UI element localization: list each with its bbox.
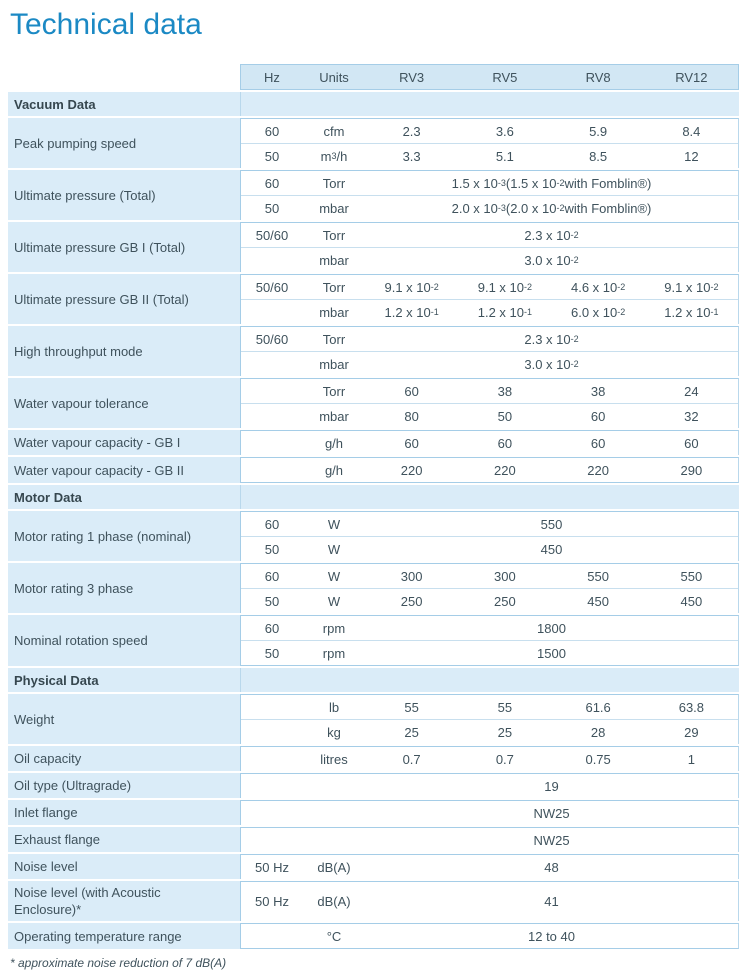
hz-cell: 50	[264, 645, 280, 661]
units-cell: Torr	[322, 331, 346, 347]
data-row	[241, 512, 738, 536]
value-cell: 25	[404, 724, 419, 740]
value-cell: 24	[684, 383, 699, 399]
row-group-data	[240, 746, 739, 771]
hz-cell: 50	[264, 593, 280, 609]
value-cell: 60	[590, 435, 606, 451]
row-group	[8, 326, 739, 376]
row-group	[8, 457, 739, 483]
column-header-cell: RV5	[492, 69, 518, 85]
data-row	[241, 882, 738, 921]
value-cell: 220	[494, 462, 516, 478]
value-cell: 38	[497, 383, 513, 399]
value-cell: 29	[684, 724, 699, 740]
row-group-label: Oil capacity	[8, 746, 240, 771]
value-cell: 220	[587, 462, 609, 478]
data-row	[241, 855, 738, 879]
row-group-label: Noise level	[8, 854, 240, 879]
data-row	[241, 774, 738, 798]
span-value-cell: 1.5 x 10 -3 (1.5 x 10 -2 with Fomblin®)	[451, 175, 652, 191]
row-group	[8, 827, 739, 852]
value-cell: 290	[680, 462, 703, 478]
hz-cell: 50	[264, 200, 280, 216]
data-row	[241, 458, 738, 482]
row-group	[8, 511, 739, 561]
value-cell: 9.1 x 10 -2	[384, 279, 439, 295]
column-header-cell: RV12	[675, 69, 708, 85]
units-cell: mbar	[319, 408, 349, 424]
value-cell: 60	[590, 408, 606, 424]
units-cell: mbar	[319, 304, 349, 320]
value-cell: 3.3	[402, 148, 421, 164]
row-group-label: Inlet flange	[8, 800, 240, 825]
row-group	[8, 854, 739, 879]
row-group	[8, 118, 739, 168]
units-cell: mbar	[319, 356, 349, 372]
row-group-data	[240, 800, 739, 825]
row-group-data	[240, 563, 739, 613]
value-cell: 250	[400, 593, 423, 609]
row-group-label: Motor rating 3 phase	[8, 563, 240, 613]
row-group-label: Oil type (Ultragrade)	[8, 773, 240, 798]
units-cell: °C	[326, 928, 342, 944]
value-cell: 25	[497, 724, 513, 740]
row-group-label: Exhaust flange	[8, 827, 240, 852]
data-row	[241, 379, 738, 403]
value-cell: 1.2 x 10 -1	[664, 304, 719, 320]
data-row	[241, 275, 738, 299]
row-group-label: Operating temperature range	[8, 923, 240, 949]
value-cell: 250	[494, 593, 516, 609]
units-cell: lb	[328, 699, 340, 715]
span-value-cell: 48	[544, 859, 559, 875]
span-value-cell: 550	[540, 516, 563, 532]
column-header-cell: RV8	[585, 69, 611, 85]
column-header-cell: Units	[319, 69, 349, 85]
row-group-label: Water vapour tolerance	[8, 378, 240, 428]
span-value-cell: 2.3 x 10 -2	[524, 227, 579, 243]
row-group-label: High throughput mode	[8, 326, 240, 376]
data-row	[241, 223, 738, 247]
hz-cell: 60	[264, 568, 280, 584]
units-cell: W	[327, 541, 341, 557]
data-row	[241, 719, 738, 744]
data-row	[241, 588, 738, 613]
value-cell: 60	[684, 435, 699, 451]
row-group-data	[240, 615, 739, 666]
hz-cell: 50/60	[255, 227, 289, 243]
value-cell: 60	[497, 435, 513, 451]
row-group	[8, 222, 739, 272]
data-row	[241, 119, 738, 143]
value-cell: 38	[590, 383, 606, 399]
row-group-data	[240, 854, 739, 879]
value-cell: 550	[587, 568, 609, 584]
data-row	[241, 747, 738, 771]
data-row	[241, 640, 738, 665]
span-value-cell: NW25	[533, 805, 570, 821]
hz-cell: 50	[264, 541, 280, 557]
value-cell: 1.2 x 10 -1	[384, 304, 439, 320]
column-header-band	[240, 64, 739, 90]
value-cell: 300	[494, 568, 516, 584]
data-row	[241, 143, 738, 168]
row-group-label: Noise level (with Acoustic Enclosure)*	[8, 881, 240, 921]
units-cell: rpm	[322, 620, 346, 636]
row-group-data	[240, 170, 739, 220]
value-cell: 63.8	[678, 699, 705, 715]
row-group-label: Ultimate pressure GB II (Total)	[8, 274, 240, 324]
row-group-data	[240, 827, 739, 852]
value-cell: 0.7	[495, 751, 514, 767]
data-row	[241, 801, 738, 825]
section-header-fill	[240, 668, 739, 692]
data-row	[241, 247, 738, 272]
hz-cell: 50 Hz	[255, 894, 289, 909]
data-row	[241, 299, 738, 324]
section-header-fill	[240, 92, 739, 116]
row-group-data	[240, 430, 739, 455]
span-value-cell: 3.0 x 10 -2	[524, 252, 579, 268]
row-group	[8, 881, 739, 921]
data-row	[241, 695, 738, 719]
span-value-cell: 2.3 x 10 -2	[524, 331, 579, 347]
value-cell: 550	[680, 568, 703, 584]
section-header-title: Physical Data	[14, 672, 99, 688]
units-cell: Torr	[322, 175, 346, 191]
hz-cell: 60	[264, 516, 280, 532]
row-group-label: Ultimate pressure (Total)	[8, 170, 240, 220]
row-group-label: Motor rating 1 phase (nominal)	[8, 511, 240, 561]
data-row	[241, 924, 738, 948]
value-cell: 55	[404, 699, 419, 715]
row-group-label: Water vapour capacity - GB II	[8, 457, 240, 483]
row-group-data	[240, 511, 739, 561]
units-cell: m 3 /h	[320, 148, 348, 164]
section-header	[8, 92, 739, 116]
section-header	[8, 485, 739, 509]
units-cell: rpm	[322, 645, 346, 661]
value-cell: 220	[400, 462, 423, 478]
value-cell: 9.1 x 10 -2	[477, 279, 533, 295]
row-group	[8, 170, 739, 220]
span-value-cell: 19	[544, 778, 559, 794]
units-cell: W	[327, 593, 341, 609]
row-group	[8, 800, 739, 825]
span-value-cell: 1500	[537, 645, 566, 661]
row-group-data	[240, 326, 739, 376]
row-group-data	[240, 378, 739, 428]
row-group-data	[240, 694, 739, 744]
data-row	[241, 536, 738, 561]
value-cell: 300	[400, 568, 423, 584]
span-value-cell: 12 to 40	[528, 928, 575, 944]
hz-cell: 50/60	[255, 331, 289, 347]
section-header	[8, 668, 739, 692]
value-cell: 5.9	[589, 123, 608, 139]
row-group-label: Ultimate pressure GB I (Total)	[8, 222, 240, 272]
span-value-cell: NW25	[533, 832, 570, 848]
value-cell: 8.5	[589, 148, 608, 164]
units-cell: Torr	[322, 279, 346, 295]
data-row	[241, 171, 738, 195]
column-header-spacer	[8, 64, 240, 90]
data-row	[241, 327, 738, 351]
row-group	[8, 430, 739, 455]
row-group-data	[240, 923, 739, 949]
value-cell: 5.1	[495, 148, 514, 164]
data-row	[241, 616, 738, 640]
data-row	[241, 564, 738, 588]
units-cell: Torr	[322, 383, 346, 399]
value-cell: 3.6	[495, 123, 514, 139]
hz-cell: 50	[264, 148, 280, 164]
hz-cell: 50/60	[255, 279, 289, 295]
units-cell: mbar	[319, 252, 349, 268]
row-group-data	[240, 457, 739, 483]
units-cell: W	[327, 516, 341, 532]
row-group-data	[240, 274, 739, 324]
value-cell: 12	[684, 148, 699, 164]
data-row	[241, 431, 738, 455]
units-cell: g/h	[324, 462, 344, 478]
units-cell: g/h	[324, 435, 344, 451]
units-cell: cfm	[323, 123, 345, 139]
value-cell: 80	[404, 408, 419, 424]
hz-cell: 50 Hz	[255, 859, 289, 875]
value-cell: 60	[404, 383, 419, 399]
section-header-title: Motor Data	[14, 489, 82, 505]
span-value-cell: 41	[544, 894, 559, 909]
hz-cell: 60	[264, 175, 280, 191]
row-group-data	[240, 881, 739, 921]
units-cell: litres	[320, 751, 348, 767]
technical-data-table	[8, 64, 739, 949]
row-group	[8, 746, 739, 771]
value-cell: 1.2 x 10 -1	[477, 304, 533, 320]
section-header-title: Vacuum Data	[14, 96, 96, 112]
value-cell: 0.75	[585, 751, 611, 767]
value-cell: 28	[590, 724, 606, 740]
hz-cell: 60	[264, 620, 280, 636]
page-title: Technical data	[10, 8, 202, 41]
units-cell: kg	[327, 724, 341, 740]
row-group	[8, 694, 739, 744]
value-cell: 0.7	[402, 751, 421, 767]
row-group	[8, 563, 739, 613]
data-row	[241, 351, 738, 376]
footnote: * approximate noise reduction of 7 dB(A)	[10, 956, 227, 970]
units-cell: dB(A)	[317, 859, 351, 875]
units-cell: Torr	[322, 227, 346, 243]
span-value-cell: 1800	[537, 620, 566, 636]
units-cell: W	[327, 568, 341, 584]
row-group-label: Water vapour capacity - GB I	[8, 430, 240, 455]
value-cell: 6.0 x 10 -2	[570, 304, 626, 320]
value-cell: 450	[680, 593, 703, 609]
row-group	[8, 615, 739, 666]
row-group-label: Peak pumping speed	[8, 118, 240, 168]
column-header-cell: RV3	[399, 69, 425, 85]
row-group-data	[240, 118, 739, 168]
row-group-label: Weight	[8, 694, 240, 744]
column-header-row	[8, 64, 739, 90]
value-cell: 60	[404, 435, 419, 451]
units-cell: dB(A)	[317, 894, 351, 909]
row-group	[8, 923, 739, 949]
value-cell: 9.1 x 10 -2	[664, 279, 719, 295]
value-cell: 55	[497, 699, 513, 715]
section-header-fill	[240, 485, 739, 509]
data-row	[241, 195, 738, 220]
value-cell: 8.4	[682, 123, 701, 139]
span-value-cell: 450	[540, 541, 563, 557]
data-row	[241, 403, 738, 428]
value-cell: 32	[684, 408, 699, 424]
row-group-data	[240, 773, 739, 798]
row-group	[8, 274, 739, 324]
value-cell: 61.6	[585, 699, 611, 715]
row-group	[8, 773, 739, 798]
row-group-data	[240, 222, 739, 272]
value-cell: 4.6 x 10 -2	[570, 279, 626, 295]
hz-cell: 60	[264, 123, 280, 139]
row-group-label: Nominal rotation speed	[8, 615, 240, 666]
units-cell: mbar	[319, 200, 349, 216]
row-group	[8, 378, 739, 428]
span-value-cell: 3.0 x 10 -2	[524, 356, 579, 372]
value-cell: 2.3	[402, 123, 421, 139]
span-value-cell: 2.0 x 10 -3 (2.0 x 10 -2 with Fomblin®)	[451, 200, 652, 216]
column-header-cell: Hz	[264, 69, 280, 85]
value-cell: 1	[687, 751, 695, 767]
value-cell: 50	[497, 408, 513, 424]
value-cell: 450	[587, 593, 609, 609]
data-row	[241, 828, 738, 852]
